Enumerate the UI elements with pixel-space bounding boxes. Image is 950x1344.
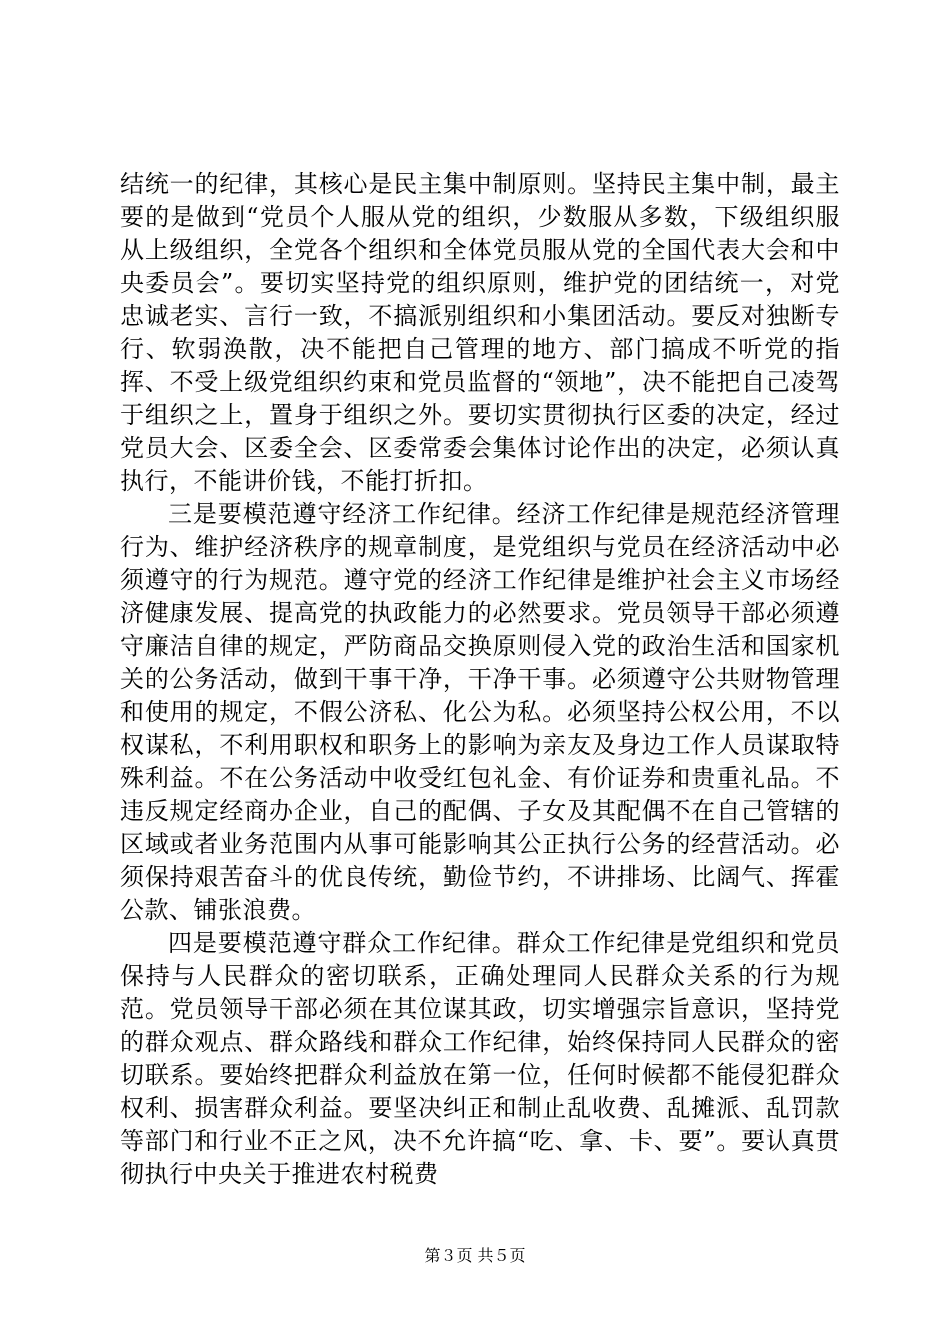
paragraph-3: 四是要模范遵守群众工作纪律。群众工作纪律是党组织和党员保持与人民群众的密切联系，正确处理同人民群众关系的行为规范。党员领导干部必须在其位谋其政，切实增强宗旨意识，坚持党的群众观点、群众路线和群众工作纪律，始终保持同人民群众的密切联系。要始终把群众利益放在第一位，任何时候都不能侵犯群众权利、损害群众利益。要坚决纠正和制止乱收费、乱摊派、乱罚款等部门和行业不正之风，决不允许搞“吃、拿、卡、要”。要认真贯彻执行中央关于推进农村税费	[120, 929, 840, 1188]
paragraph-1: 结统一的纪律，其核心是民主集中制原则。坚持民主集中制，最主要的是做到“党员个人服从党的组织，少数服从多数，下级组织服从上级组织，全党各个组织和全体党员服从党的全国代表大会和中央委员会”。要切实坚持党的组织原则，维护党的团结统一，对党忠诚老实、言行一致，不搞派别组织和小集团活动。要反对独断专行、软弱涣散，决不能把自己管理的地方、部门搞成不听党的指挥、不受上级党组织约束和党员监督的“领地”，决不能把自己凌驾于组织之上，置身于组织之外。要切实贯彻执行区委的决定，经过党员大会、区委全会、区委常委会集体讨论作出的决定，必须认真执行，不能讲价钱，不能打折扣。	[120, 170, 840, 495]
paragraph-2: 三是要模范遵守经济工作纪律。经济工作纪律是规范经济管理行为、维护经济秩序的规章制度，是党组织与党员在经济活动中必须遵守的行为规范。遵守党的经济工作纪律是维护社会主义市场经济健康发展、提高党的执政能力的必然要求。党员领导干部必须遵守廉洁自律的规定，严防商品交换原则侵入党的政治生活和国家机关的公务活动，做到干事干净，干净干事。必须遵守公共财物管理和使用的规定，不假公济私、化公为私。必须坚持公权公用，不以权谋私，不利用职权和职务上的影响为亲友及身边工作人员谋取特殊利益。不在公务活动中收受红包礼金、有价证券和贵重礼品。不违反规定经商办企业，自己的配偶、子女及其配偶不在自己管辖的区域或者业务范围内从事可能影响其公正执行公务的经营活动。必须保持艰苦奋斗的优良传统，勤俭节约，不讲排场、比阔气、挥霍公款、铺张浪费。	[120, 500, 840, 924]
body-text	[120, 168, 840, 1191]
page-number-footer: 第３页 共５页	[424, 1246, 526, 1265]
